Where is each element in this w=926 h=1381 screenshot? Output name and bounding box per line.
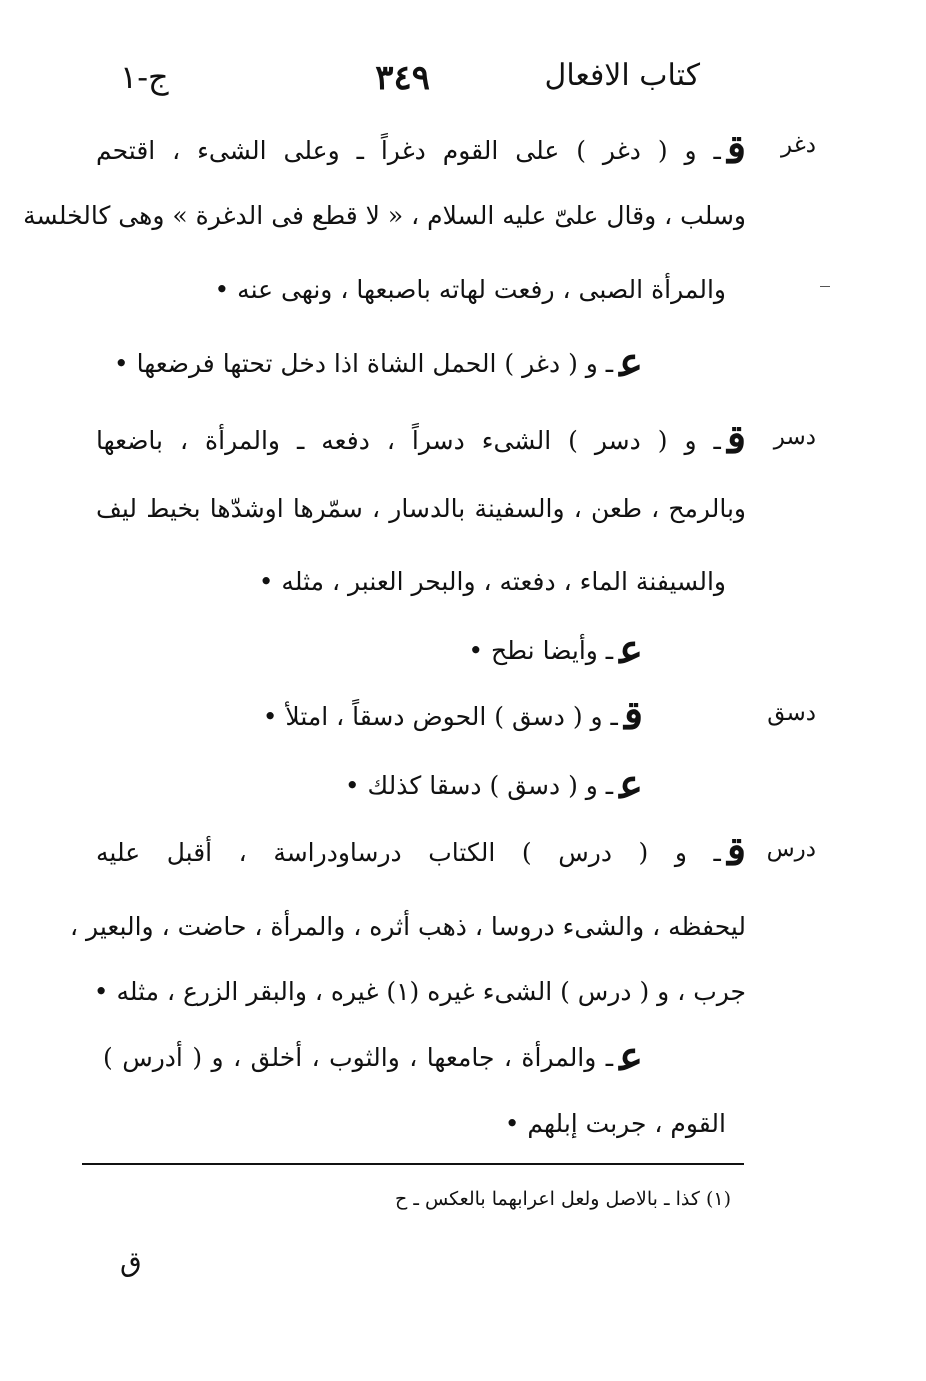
qaf-marker: ق xyxy=(726,828,746,875)
signature-mark: ق xyxy=(120,1245,142,1278)
qaf-marker: ق xyxy=(726,126,746,173)
entry-daras-line-2: ليحفظه ، والشىء دروسا ، ذهب أثره ، والمرأة ، حاضت ، والبعير ، xyxy=(70,912,746,941)
entry-text: ـ و ( دغر ) الحمل الشاة اذا دخل تحتها فرضعها • xyxy=(113,349,614,378)
root-dagh: دغر xyxy=(781,132,816,158)
entry-dasar-line-3: والسيفنة الماء ، دفعته ، والبحر العنبر ، مثله • xyxy=(258,567,726,596)
entry-dagh-line-1 xyxy=(96,126,746,173)
root-dasar: دسر xyxy=(773,424,816,450)
entry-dasaq-line-1 xyxy=(0,692,643,739)
entry-dasaq-line-2 xyxy=(0,761,643,808)
entry-text: ـ و ( دسق ) الحوض دسقاً ، امتلأ • xyxy=(262,702,618,731)
entry-text: ـ و ( دسر ) الشىء دسراً ، دفعه ـ والمرأة ، باضعها xyxy=(96,426,721,455)
entry-daras-line-5: القوم ، جربت إبلهم • xyxy=(504,1109,726,1138)
entry-text: ـ و ( درس ) الكتاب درساودراسة ، أقبل عليه xyxy=(96,838,721,867)
entry-text: ـ وأيضا نطح • xyxy=(468,636,614,665)
ain-marker: ع xyxy=(619,761,643,808)
page-header xyxy=(90,58,700,108)
entry-dasar-line-1 xyxy=(96,416,746,463)
ain-marker: ع xyxy=(619,1033,643,1080)
entry-text: ـ و ( دسق ) دسقا كذلك • xyxy=(344,771,614,800)
footnote-divider xyxy=(82,1163,744,1165)
ain-marker: ع xyxy=(619,339,643,386)
qaf-marker: ق xyxy=(623,692,643,739)
entry-text: ـ والمرأة ، جامعها ، والثوب ، أخلق ، و ( أدرس ) xyxy=(103,1043,614,1072)
entry-dagh-line-2: وسلب ، وقال علىّ عليه السلام ، « لا قطع فى الدغرة » وهى كالخلسة xyxy=(23,201,746,230)
qaf-marker: ق xyxy=(726,416,746,463)
entry-dasar-line-4 xyxy=(0,626,643,673)
entry-dagh-line-4 xyxy=(0,339,643,386)
entry-daras-line-4 xyxy=(103,1033,643,1080)
footnote: (١) كذا ـ بالاصل ولعل اعرابهما بالعكس ـ ح xyxy=(395,1188,731,1210)
book-title: كتاب الافعال xyxy=(544,58,700,93)
margin-mark xyxy=(820,286,830,287)
entry-daras-line-3: جرب ، و ( درس ) الشىء غيره (١) غيره ، والبقر الزرع ، مثله • xyxy=(93,977,746,1006)
entry-dasar-line-2: وبالرمح ، طعن ، والسفينة بالدسار ، سمّرها اوشدّها بخيط ليف xyxy=(96,494,746,523)
root-dasaq: دسق xyxy=(767,700,816,726)
ain-marker: ع xyxy=(619,626,643,673)
entry-daras-line-1 xyxy=(96,828,746,875)
entry-text: ـ و ( دغر ) على القوم دغراً ـ وعلى الشىء ، اقتحم xyxy=(96,136,721,165)
root-daras: درس xyxy=(766,836,816,862)
volume-mark: ج-١ xyxy=(120,58,169,96)
entry-dagh-line-3: والمرأة الصبى ، رفعت لهاته باصبعها ، ونهى عنه • xyxy=(214,275,726,304)
page-number: ٣٤٩ xyxy=(375,58,430,98)
